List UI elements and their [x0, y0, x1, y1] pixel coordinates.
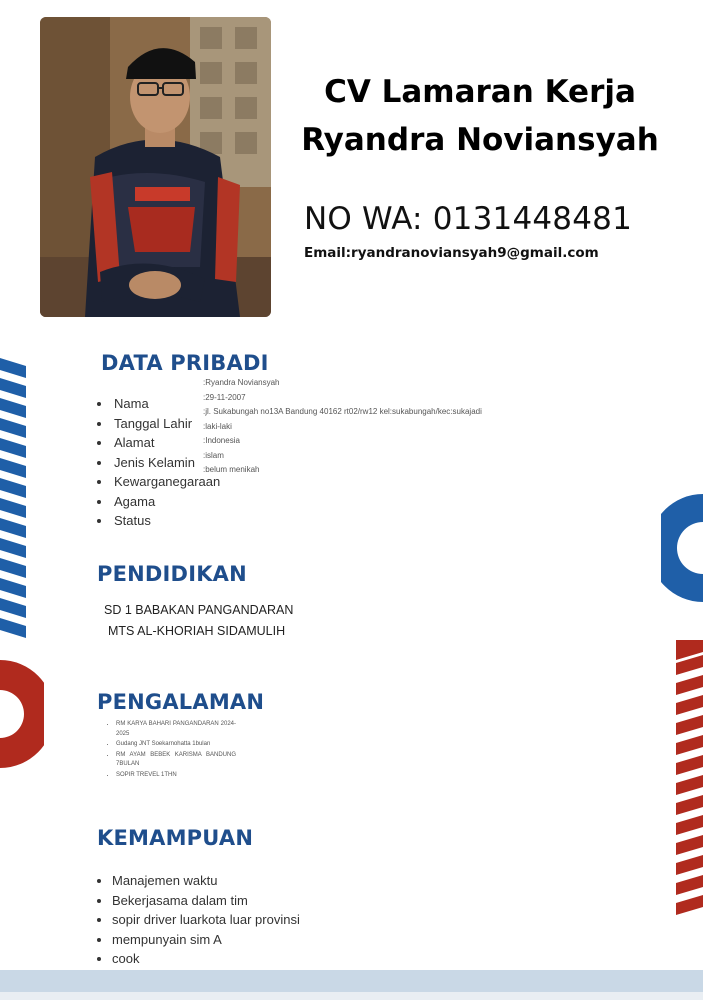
footer-strip — [0, 992, 703, 1000]
label-tanggal-lahir: • Tanggal Lahir — [112, 414, 220, 434]
experience-item: • Gudang JNT Soekarnohatta 1bulan — [116, 740, 236, 750]
profile-photo-illustration — [40, 17, 271, 317]
pendidikan-heading: PENDIDIKAN — [97, 562, 247, 586]
experience-item: • RM AYAM BEBEK KARISMA BANDUNG 7BULAN — [116, 751, 236, 770]
value-kewarganegaraan: :Indonesia — [203, 436, 240, 445]
label-agama: • Agama — [112, 492, 220, 512]
phone-number: NO WA: 0131448481 — [304, 201, 632, 237]
personal-info-labels — [96, 394, 220, 531]
email-address: Email:ryandranoviansyah9@gmail.com — [304, 245, 599, 261]
education-list — [104, 600, 293, 642]
value-jenis-kelamin: :laki-laki — [203, 421, 232, 431]
cv-title — [300, 68, 660, 164]
experience-list — [104, 720, 236, 781]
right-blue-half-ring — [661, 494, 703, 602]
cv-title-line1: CV Lamaran Kerja — [324, 74, 636, 110]
kemampuan-heading: KEMAMPUAN — [97, 826, 254, 850]
experience-item: • SOPIR TREVEL 1THN — [116, 771, 236, 781]
cv-title-line2: Ryandra Noviansyah — [301, 122, 659, 158]
label-jenis-kelamin: • Jenis Kelamin — [112, 453, 220, 473]
label-kewarganegaraan: • Kewarganegaraan — [112, 472, 220, 492]
label-nama: • Nama — [112, 394, 220, 414]
education-item: SD 1 BABAKAN PANGANDARAN — [104, 603, 294, 617]
value-alamat: :jl. Sukabungah no13A Bandung 40162 rt02/rw12 kel:sukabungah/kec:sukajadi — [203, 407, 482, 416]
skill-item: • Manajemen waktu — [112, 871, 300, 891]
skill-item: • cook — [112, 949, 300, 969]
profile-photo — [40, 17, 271, 317]
data-pribadi-heading: DATA PRIBADI — [101, 351, 269, 375]
value-status: :belum menikah — [203, 465, 260, 474]
value-agama: :islam — [203, 450, 224, 460]
label-status: • Status — [112, 511, 220, 531]
skill-item: • Bekerjasama dalam tim — [112, 891, 300, 911]
personal-info-values — [203, 376, 482, 478]
pengalaman-heading: PENGALAMAN — [97, 690, 265, 714]
education-item: MTS AL-KHORIAH SIDAMULIH — [108, 624, 286, 638]
value-tanggal-lahir: :29-11-2007 — [203, 392, 246, 402]
right-red-chevrons — [676, 640, 703, 916]
label-alamat: • Alamat — [112, 433, 220, 453]
skills-list — [96, 871, 300, 969]
value-nama: :Ryandra Noviansyah — [203, 378, 280, 387]
experience-item: • RM KARYA BAHARI PANGANDARAN 2024-2025 — [116, 720, 236, 739]
footer-bar — [0, 970, 703, 992]
skill-item: • sopir driver luarkota luar provinsi — [112, 910, 300, 930]
left-blue-chevrons — [0, 358, 30, 638]
skill-item: • mempunyain sim A — [112, 930, 300, 950]
left-red-half-ring — [0, 660, 44, 768]
